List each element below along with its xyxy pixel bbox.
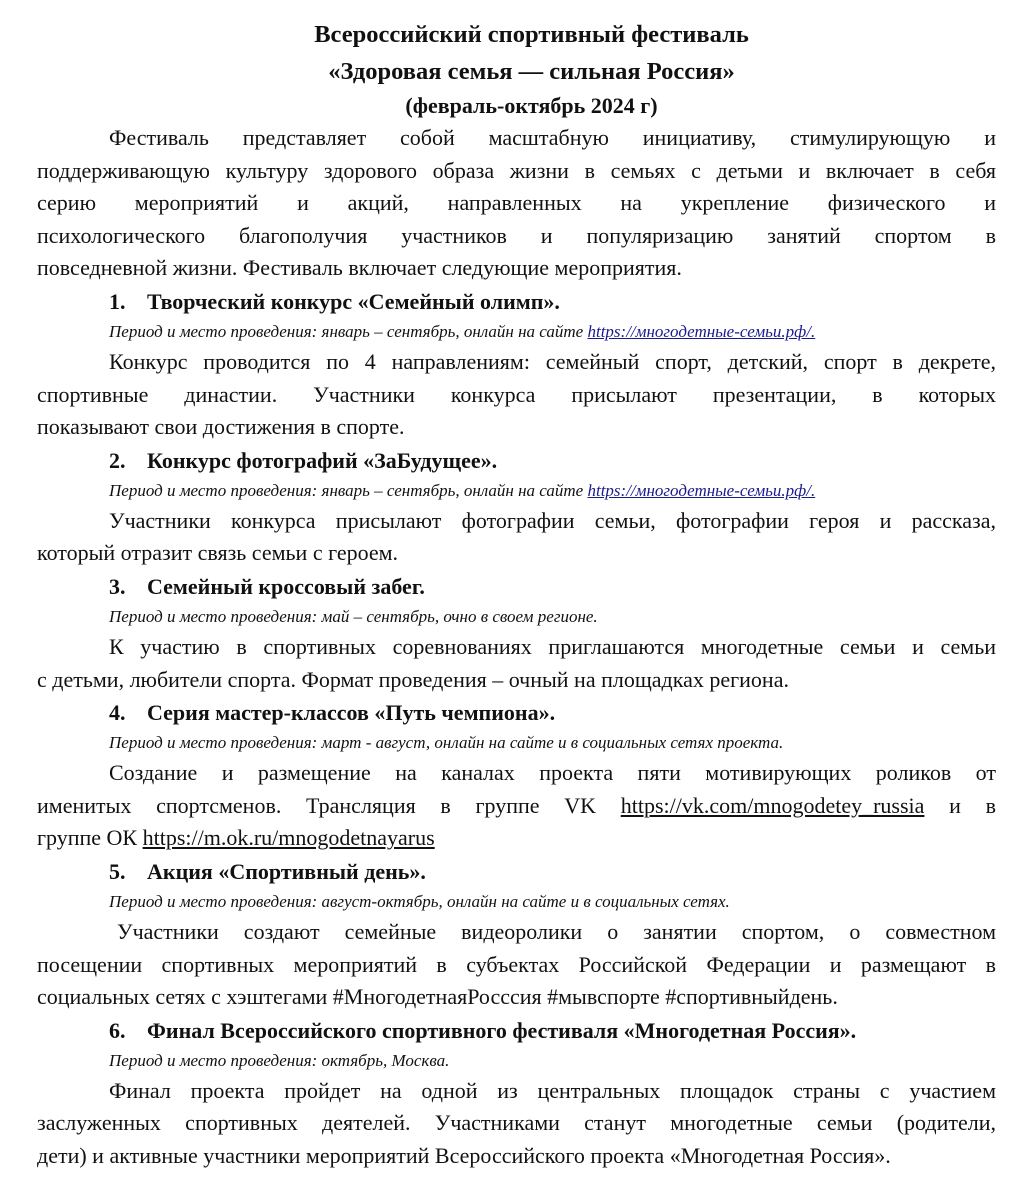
section-number: 3. bbox=[109, 573, 126, 599]
section-2-heading bbox=[37, 444, 996, 477]
section-1-period bbox=[37, 318, 996, 346]
period-text: : январь – сентябрь, онлайн на сайте bbox=[311, 480, 588, 500]
section-number: 2. bbox=[109, 447, 126, 473]
site-link[interactable]: https://многодетные-семьи.рф/. bbox=[587, 480, 816, 500]
section-1-body bbox=[37, 346, 996, 444]
section-title: Финал Всероссийского спортивного фестиваля «Многодетная Россия». bbox=[147, 1017, 857, 1043]
section-6-heading bbox=[37, 1014, 996, 1047]
section-2-body bbox=[37, 505, 996, 570]
intro-paragraph bbox=[37, 122, 996, 285]
section-4-period bbox=[37, 729, 996, 757]
ok-link[interactable]: https://m.ok.ru/mnogodetnayarus bbox=[142, 825, 435, 851]
body-line: заслуженных спортивных деятелей. Участниками станут многодетные семьи (родители, bbox=[37, 1110, 996, 1136]
intro-line: Фестиваль представляет собой масштабную инициативу, стимулирующую и bbox=[109, 125, 996, 150]
section-2-period bbox=[37, 477, 996, 505]
body-line: Создание и размещение на каналах проекта пяти мотивирующих роликов от bbox=[109, 760, 996, 786]
body-line bbox=[37, 822, 996, 855]
title-dates: (февраль-октябрь 2024 г) bbox=[405, 93, 658, 118]
body-line: Финал проекта пройдет на одной из центральных площадок страны с участием bbox=[109, 1077, 996, 1103]
section-6-period bbox=[37, 1047, 996, 1075]
title-line-2: «Здоровая семья — сильная Россия» bbox=[328, 58, 735, 85]
body-line: Участники создают семейные видеоролики о занятии спортом, о совместном bbox=[117, 918, 996, 944]
title-line-1: Всероссийский спортивный фестиваль bbox=[314, 21, 749, 48]
section-4-heading bbox=[37, 696, 996, 729]
period-label: Период и место проведения bbox=[109, 891, 312, 911]
section-5-heading bbox=[37, 855, 996, 888]
section-title: Творческий конкурс «Семейный олимп». bbox=[147, 288, 560, 314]
intro-line: поддерживающую культуру здорового образа жизни в семьях с детьми и включает в себя bbox=[37, 157, 996, 183]
section-5-period bbox=[37, 888, 996, 916]
body-line: показывают свои достижения в спорте. bbox=[37, 414, 405, 440]
section-3-heading bbox=[37, 570, 996, 603]
period-text: : октябрь, Москва. bbox=[311, 1050, 450, 1070]
period-label: Период и место проведения bbox=[109, 1050, 312, 1070]
body-line bbox=[37, 790, 996, 823]
intro-line: психологического благополучия участников и популяризацию занятий спортом в bbox=[37, 222, 996, 248]
section-3-period bbox=[37, 603, 996, 631]
period-label: Период и место проведения bbox=[109, 480, 312, 500]
section-title: Акция «Спортивный день». bbox=[147, 858, 426, 884]
intro-line: серию мероприятий и акций, направленных на укрепление физического и bbox=[37, 190, 996, 216]
section-number: 6. bbox=[109, 1017, 126, 1043]
body-line: Участники конкурса присылают фотографии семьи, фотографии героя и рассказа, bbox=[109, 507, 996, 533]
intro-line: повседневной жизни. Фестиваль включает следующие мероприятия. bbox=[37, 255, 682, 281]
body-text: и в bbox=[924, 792, 996, 818]
body-text: группе ОК bbox=[37, 825, 143, 851]
period-label: Период и место проведения bbox=[109, 606, 312, 626]
period-text: : май – сентябрь, очно в своем регионе. bbox=[311, 606, 598, 626]
section-5-body bbox=[37, 916, 996, 1014]
section-1-heading bbox=[37, 285, 996, 318]
section-3-body bbox=[37, 631, 996, 696]
section-title: Семейный кроссовый забег. bbox=[147, 573, 425, 599]
body-line: социальных сетях с хэштегами #МногодетнаяРосссия #мывспорте #спортивныйдень. bbox=[37, 984, 838, 1010]
period-text: : март - август, онлайн на сайте и в социальных сетях проекта. bbox=[311, 733, 784, 753]
section-number: 1. bbox=[109, 288, 126, 314]
body-line: Конкурс проводится по 4 направлениям: семейный спорт, детский, спорт в декрете, bbox=[109, 348, 996, 374]
period-text: : январь – сентябрь, онлайн на сайте bbox=[311, 321, 588, 341]
body-line: дети) и активные участники мероприятий Всероссийского проекта «Многодетная Россия». bbox=[37, 1142, 891, 1168]
site-link[interactable]: https://многодетные-семьи.рф/. bbox=[587, 321, 816, 341]
section-title: Серия мастер-классов «Путь чемпиона». bbox=[147, 700, 556, 726]
body-line: К участию в спортивных соревнованиях приглашаются многодетные семьи и семьи bbox=[109, 633, 996, 659]
section-title: Конкурс фотографий «ЗаБудущее». bbox=[147, 447, 498, 473]
section-6-body bbox=[37, 1075, 996, 1173]
body-line: который отразит связь семьи с героем. bbox=[37, 540, 399, 566]
section-4-body bbox=[37, 757, 996, 855]
section-number: 4. bbox=[109, 700, 126, 726]
period-label: Период и место проведения bbox=[109, 733, 312, 753]
vk-link[interactable]: https://vk.com/mnogodetey_russia bbox=[620, 792, 925, 818]
period-label: Период и место проведения bbox=[109, 321, 312, 341]
body-line: с детьми, любители спорта. Формат проведения – очный на площадках региона. bbox=[37, 666, 789, 692]
body-line: посещении спортивных мероприятий в субъектах Российской Федерации и размещают в bbox=[37, 951, 996, 977]
period-text: : август-октябрь, онлайн на сайте и в социальных сетях. bbox=[311, 891, 730, 911]
body-line: спортивные династии. Участники конкурса присылают презентации, в которых bbox=[37, 381, 996, 407]
section-number: 5. bbox=[109, 858, 126, 884]
body-text: именитых спортсменов. Трансляция в группе VK bbox=[37, 792, 621, 818]
